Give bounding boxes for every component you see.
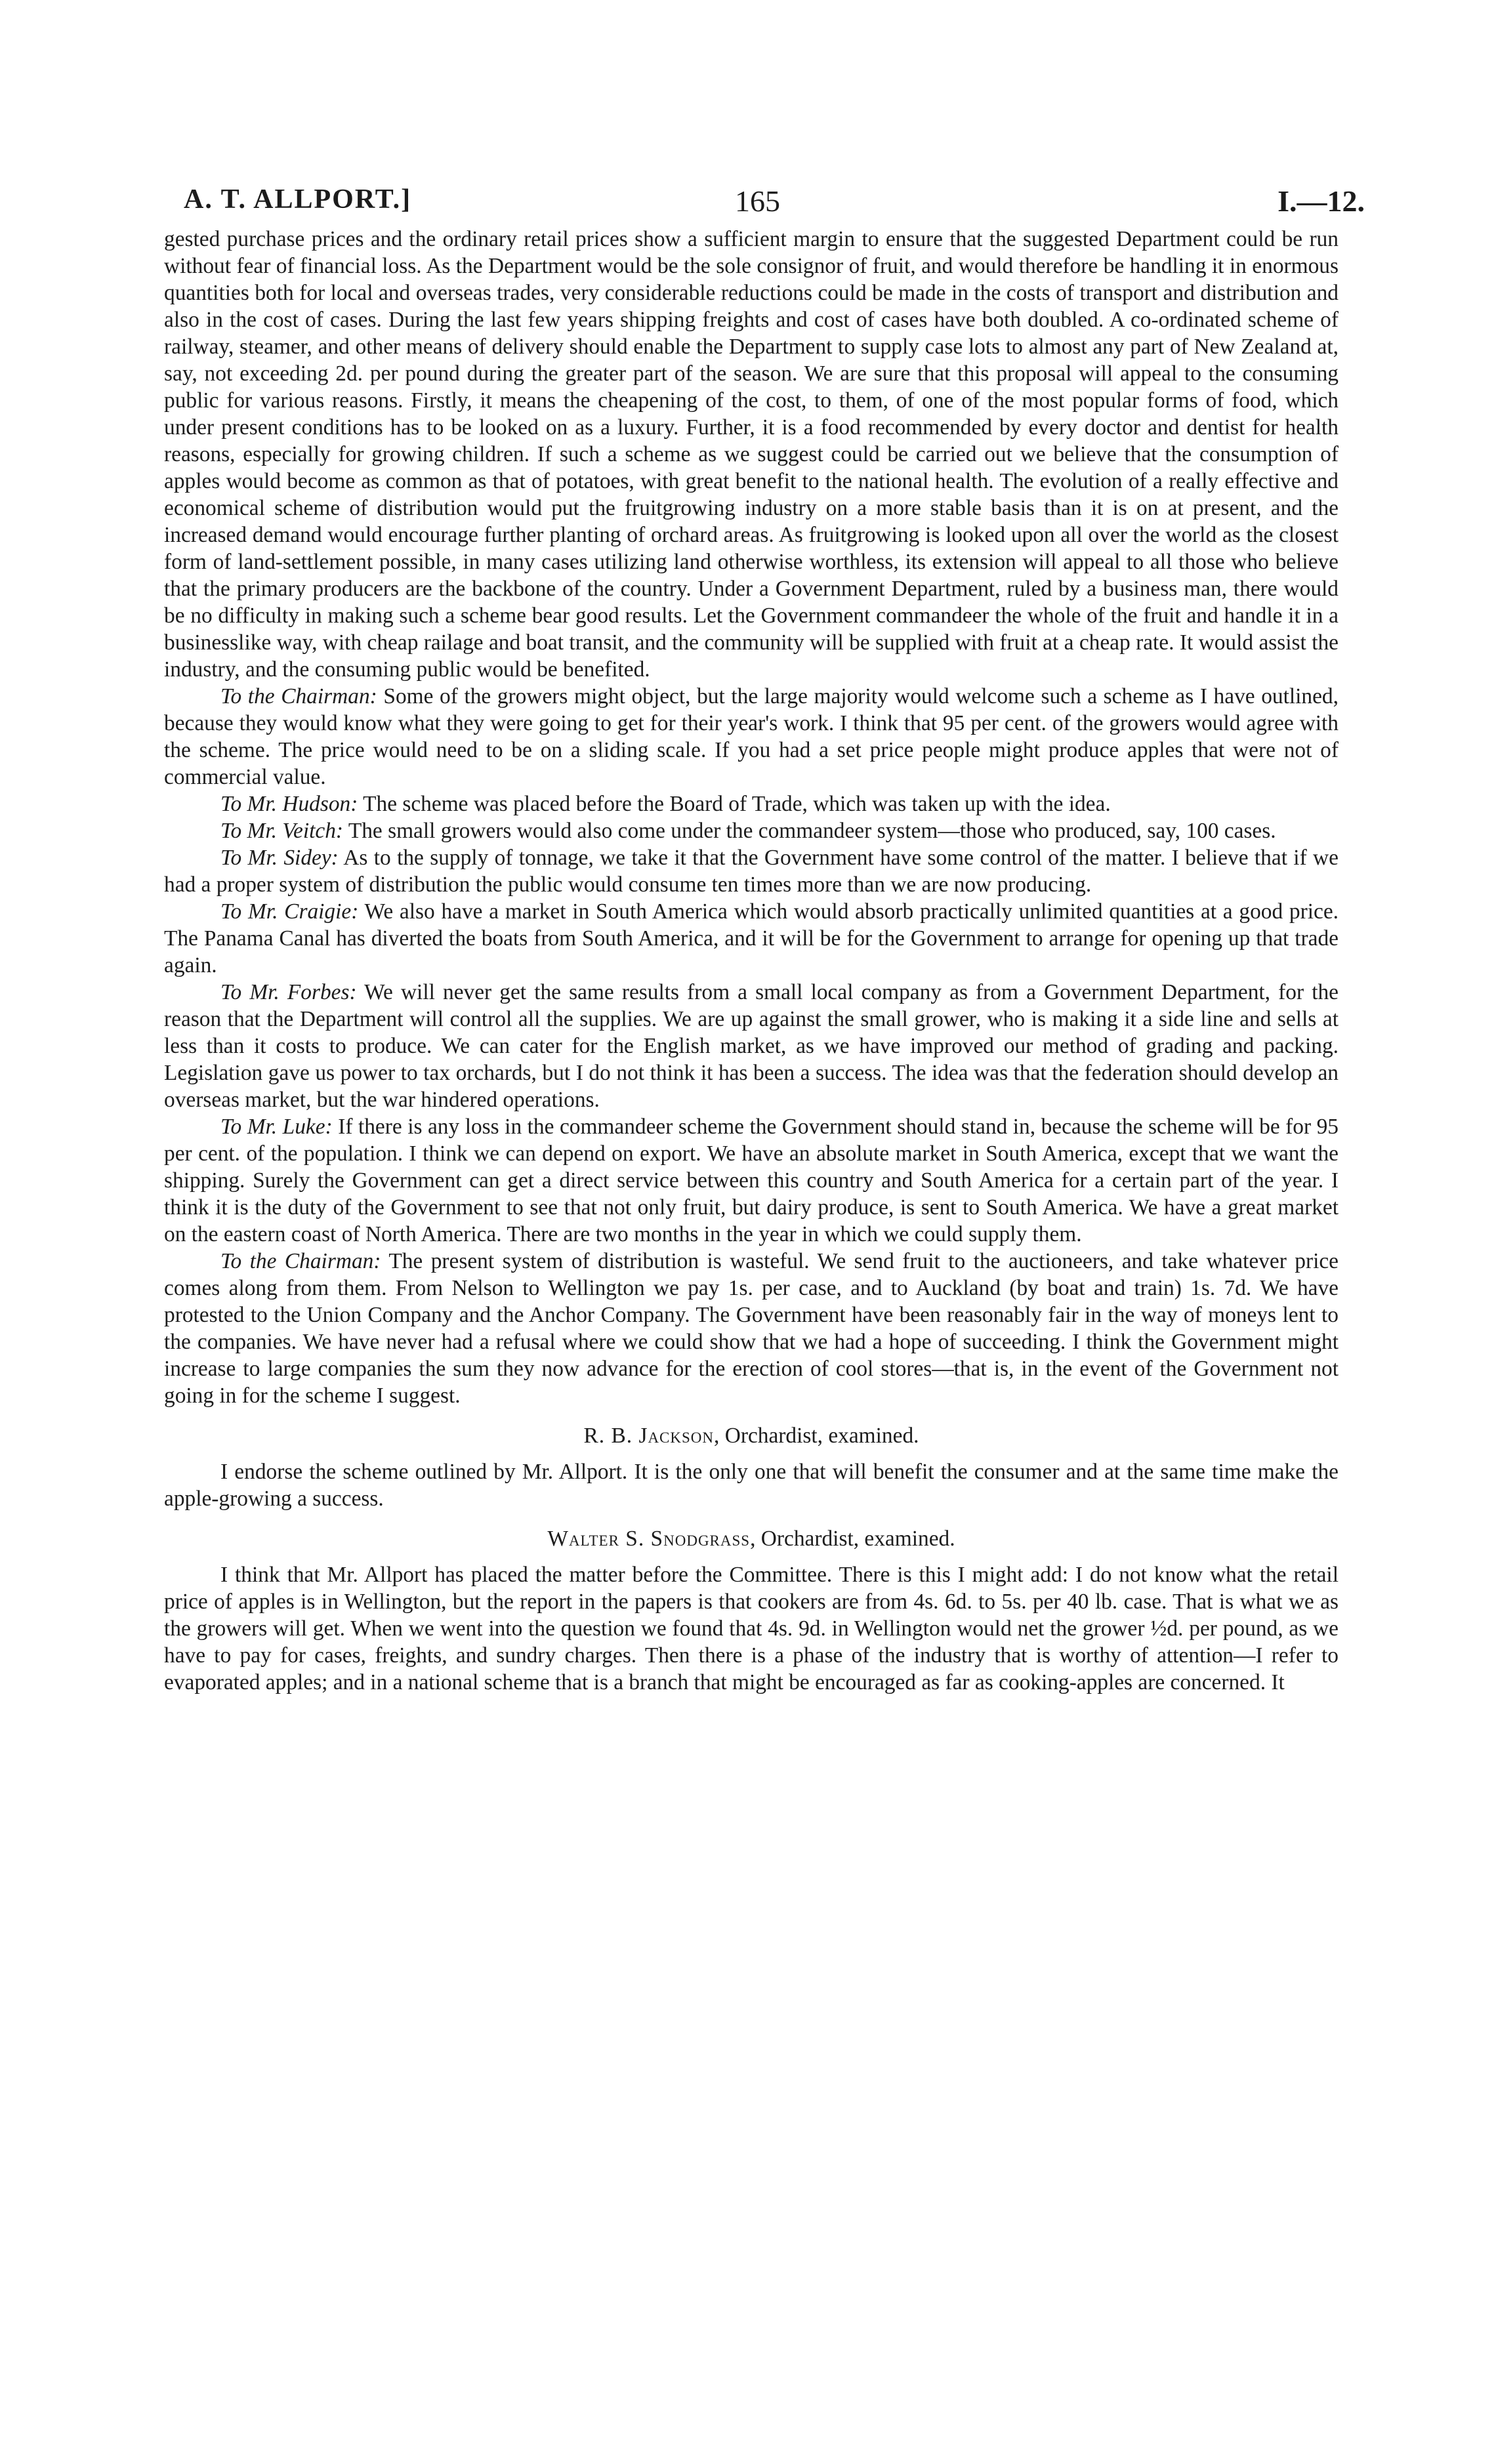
answer-paragraph xyxy=(164,1113,1339,1248)
answer-text: The small growers would also come under the commandeer system—those who produced, say, 100 cases. xyxy=(348,819,1276,843)
answer-paragraph xyxy=(164,979,1339,1113)
witness-role: , Orchardist, examined. xyxy=(714,1424,919,1448)
answer-paragraph xyxy=(164,817,1339,844)
answer-text: Some of the growers might object, but the large majority would welcome such a scheme as I have outlined, because they would know what they were going to get for their year's work. I think that 95 per cent. of the growers would agree with the scheme. The price would need to be on a sliding scale. If you had a set price people might produce apples that were not of commercial value. xyxy=(164,684,1339,789)
answer-text: The present system of distribution is wasteful. We send fruit to the auctioneers, and take whatever price comes along from them. From Nelson to Wellington we pay 1s. per case, and to Auckland (by boat and train) 1s. 7d. We have protested to the Union Company and the Anchor Company. The Government have been reasonably fair in the way of moneys lent to the companies. We have never had a refusal where we could show that we had a hope of succeeding. I think the Government might increase to large companies the sum they now advance for the erection of cool stores—that is, in the event of the Government not going in for the scheme I suggest. xyxy=(164,1249,1339,1408)
witness-name: Walter S. Snodgrass xyxy=(547,1527,751,1551)
answer-text: If there is any loss in the commandeer scheme the Government should stand in, because the scheme will be for 95 per cent. of the population. I think we can depend on export. We have an absolute market in South America, except that we want the shipping. Surely the Government can get a direct service between this country and South America for a certain part of the year. I think it is the duty of the Government to see that not only fruit, but dairy produce, is sent to South America. We have a great market on the eastern coast of North America. There are two months in the year in which we could supply them. xyxy=(164,1115,1339,1246)
answer-addressee: To Mr. Sidey: xyxy=(220,846,339,870)
running-head xyxy=(164,184,1365,226)
answer-paragraph xyxy=(164,1248,1339,1409)
body-text xyxy=(164,226,1339,1696)
witness-statement: I endorse the scheme outlined by Mr. Allport. It is the only one that will benefit the consumer and at the same time make the apple-growing a success. xyxy=(164,1460,1339,1511)
answer-paragraph xyxy=(164,683,1339,791)
answer-text: As to the supply of tonnage, we take it that the Government have some control of the matter. I believe that if we had a proper system of distribution the public would consume ten times more than we are now producing. xyxy=(164,846,1339,897)
header-witness-name: A. T. ALLPORT.] xyxy=(184,184,412,215)
opening-paragraph: gested purchase prices and the ordinary retail prices show a sufficient margin to ensure that the suggested Department could be run without fear of financial loss. As the Department would be the sole consignor of fruit, and would therefore be handling it in enormous quantities both for local and overseas trades, very considerable reductions could be made in the costs of transport and distribution and also in the cost of cases. During the last few years shipping freights and cost of cases have both doubled. A co-ordinated scheme of railway, steamer, and other means of delivery should enable the Department to supply case lots to almost any part of New Zealand at, say, not exceeding 2d. per pound during the greater part of the season. We are sure that this proposal will appeal to the consuming public for various reasons. Firstly, it means the cheapening of the cost, to them, of one of the most popular forms of food, which under present conditions has to be looked on as a luxury. Further, it is a food recommended by every doctor and dentist for health reasons, especially for growing children. If such a scheme as we suggest could be carried out we believe that the consumption of apples would become as common as that of potatoes, with great benefit to the national health. The evolution of a really effective and economical scheme of distribution would put the fruitgrowing industry on a more stable basis than it is on at present, and the increased demand would encourage further planting of orchard areas. As fruitgrowing is looked upon all over the world as the closest form of land-settlement possible, in many cases utilizing land otherwise worthless, its extension will appeal to all those who believe that the primary producers are the backbone of the country. Under a Government Department, ruled by a business man, there would be no difficulty in making such a scheme bear good results. Let the Government commandeer the whole of the fruit and handle it in a businesslike way, with cheap railage and boat transit, and the community will be supplied with fruit at a cheap rate. It would assist the industry, and the consuming public would be benefited. xyxy=(164,227,1339,682)
answer-text: We also have a market in South America which would absorb practically unlimited quantities at a good price. The Panama Canal has diverted the boats from South America, and it will be for the Government to arrange for opening up that trade again. xyxy=(164,899,1339,977)
answer-addressee: To Mr. Hudson: xyxy=(220,792,358,816)
page xyxy=(164,184,1365,1696)
answer-addressee: To the Chairman: xyxy=(220,1249,381,1273)
witness-heading xyxy=(164,1525,1339,1552)
answer-addressee: To Mr. Forbes: xyxy=(220,980,357,1004)
answer-addressee: To Mr. Veitch: xyxy=(220,819,344,843)
answer-paragraph xyxy=(164,791,1339,817)
answer-paragraph xyxy=(164,898,1339,979)
answer-text: We will never get the same results from a small local company as from a Government Department, for the reason that the Department will control all the supplies. We are up against the small grower, who is making it a side line and sells at less than it costs to produce. We can cater for the English market, as we have improved our method of grading and packing. Legislation gave us power to tax orchards, but I do not think it has been a success. The idea was that the federation should develop an overseas market, but the war hindered operations. xyxy=(164,980,1339,1112)
answer-paragraph xyxy=(164,844,1339,898)
answer-addressee: To the Chairman: xyxy=(220,684,377,708)
paper-reference: I.—12. xyxy=(1278,184,1365,218)
answer-addressee: To Mr. Luke: xyxy=(220,1115,333,1139)
witness-role: , Orchardist, examined. xyxy=(750,1527,955,1551)
page-number: 165 xyxy=(735,184,780,218)
witness-heading xyxy=(164,1422,1339,1449)
witness-statement: I think that Mr. Allport has placed the matter before the Committee. There is this I might add: I do not know what the retail price of apples is in Wellington, but the report in the papers is that cookers are from 4s. 6d. to 5s. per 40 lb. case. That is what we as the growers will get. When we went into the question we found that 4s. 9d. in Wellington would net the grower ½d. per pound, as we have to pay for cases, freights, and sundry charges. Then there is a phase of the industry that is worthy of attention—I refer to evaporated apples; and in a national scheme that is a branch that might be encouraged as far as cooking-apples are concerned. It xyxy=(164,1563,1339,1694)
answer-addressee: To Mr. Craigie: xyxy=(220,899,359,924)
witness-name: R. B. Jackson xyxy=(583,1424,715,1448)
answer-text: The scheme was placed before the Board of Trade, which was taken up with the idea. xyxy=(363,792,1111,816)
